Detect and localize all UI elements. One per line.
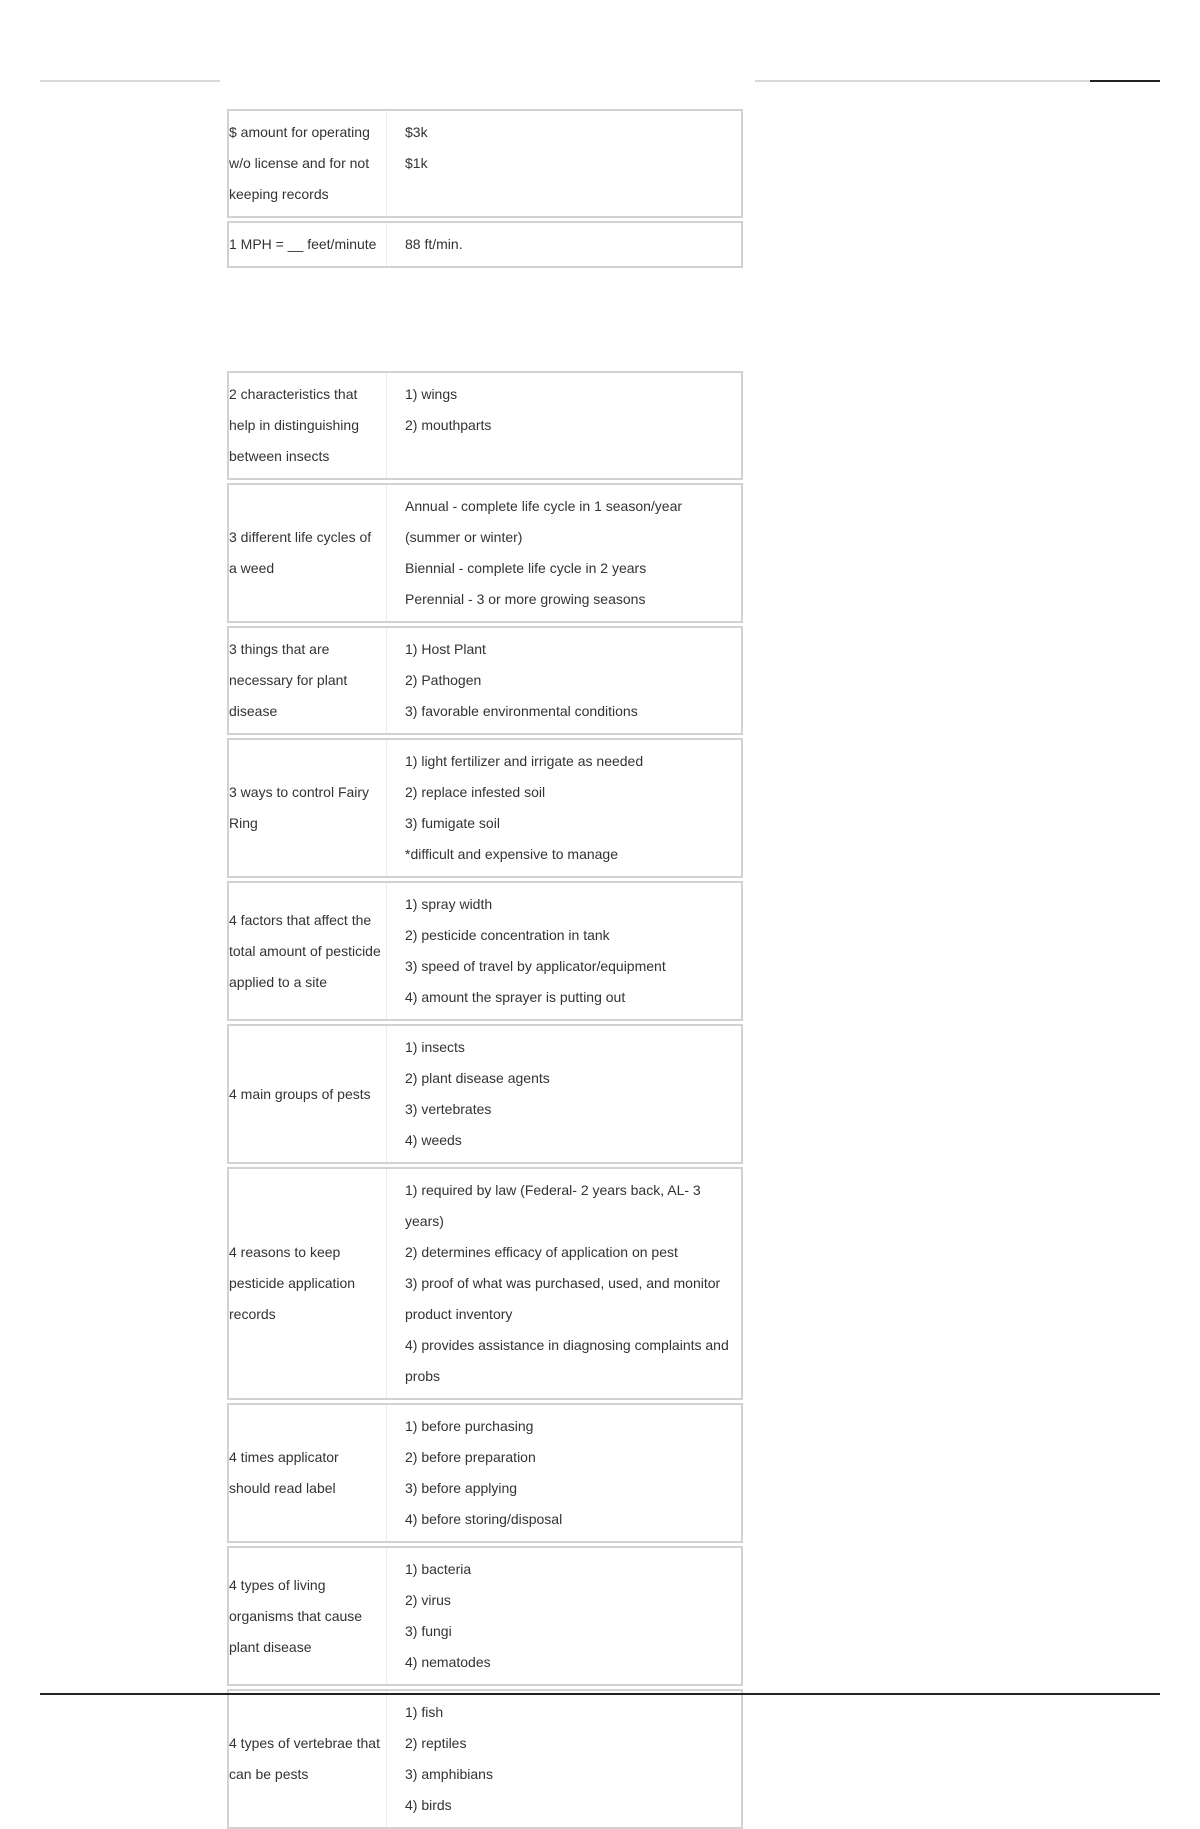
definition-line: 3) fungi bbox=[405, 1623, 452, 1639]
definition-line: 2) pesticide concentration in tank bbox=[405, 927, 610, 943]
flashcard-definition bbox=[387, 1548, 741, 1684]
definition-line: 1) before purchasing bbox=[405, 1418, 534, 1434]
flashcard-definition bbox=[387, 223, 741, 266]
flashcard-row bbox=[227, 1546, 743, 1686]
flashcard-term: $ amount for operating w/o license and for not keeping records bbox=[229, 111, 387, 216]
flashcard-definition bbox=[387, 1026, 741, 1162]
flashcard-definition bbox=[387, 373, 741, 478]
flashcard-term: 4 reasons to keep pesticide application records bbox=[229, 1169, 387, 1398]
flashcard-row bbox=[227, 738, 743, 878]
definition-line: $3k bbox=[405, 124, 428, 140]
definition-line: 2) mouthparts bbox=[405, 417, 492, 433]
definition-line: 3) fumigate soil bbox=[405, 815, 500, 831]
definition-line: 3) before applying bbox=[405, 1480, 518, 1496]
flashcard-row bbox=[227, 109, 743, 218]
definition-line: 4) weeds bbox=[405, 1132, 462, 1148]
definition-line: 2) determines efficacy of application on pest bbox=[405, 1244, 678, 1260]
flashcard-definition bbox=[387, 628, 741, 733]
flashcard-row bbox=[227, 221, 743, 268]
definition-line: 2) Pathogen bbox=[405, 672, 482, 688]
definition-line: 4) before storing/disposal bbox=[405, 1511, 563, 1527]
definition-line: 2) before preparation bbox=[405, 1449, 536, 1465]
definition-line: 1) wings bbox=[405, 386, 458, 402]
flashcard-definition bbox=[387, 883, 741, 1019]
definition-line: 2) replace infested soil bbox=[405, 784, 546, 800]
flashcard-definition bbox=[387, 1405, 741, 1541]
flashcard-definition bbox=[387, 1691, 741, 1827]
flashcard-table-2 bbox=[227, 371, 743, 1829]
header-rule-right bbox=[755, 80, 1090, 82]
flashcard-table-1 bbox=[227, 109, 743, 268]
definition-line: 4) birds bbox=[405, 1797, 452, 1813]
definition-line: 2) reptiles bbox=[405, 1735, 467, 1751]
definition-line: 88 ft/min. bbox=[405, 236, 463, 252]
definition-line: 1) fish bbox=[405, 1704, 444, 1720]
flashcard-definition bbox=[387, 1169, 741, 1398]
definition-line: 1) required by law (Federal- 2 years back, AL- 3 years) bbox=[405, 1182, 701, 1229]
flashcard-row bbox=[227, 371, 743, 480]
definition-line: Perennial - 3 or more growing seasons bbox=[405, 591, 646, 607]
definition-line: 1) insects bbox=[405, 1039, 465, 1055]
flashcard-term: 3 ways to control Fairy Ring bbox=[229, 740, 387, 876]
definition-line: 3) favorable environmental conditions bbox=[405, 703, 638, 719]
definition-line: *difficult and expensive to manage bbox=[405, 846, 618, 862]
flashcard-definition bbox=[387, 740, 741, 876]
flashcard-term: 1 MPH = __ feet/minute bbox=[229, 223, 387, 266]
definition-line: Annual - complete life cycle in 1 season/year (summer or winter) bbox=[405, 498, 683, 545]
definition-line: 3) vertebrates bbox=[405, 1101, 492, 1117]
definition-line: $1k bbox=[405, 155, 428, 171]
flashcard-term: 3 things that are necessary for plant disease bbox=[229, 628, 387, 733]
flashcard-term: 3 different life cycles of a weed bbox=[229, 485, 387, 621]
header-rule-left bbox=[40, 80, 220, 82]
definition-line: 4) provides assistance in diagnosing complaints and probs bbox=[405, 1337, 729, 1384]
flashcard-row bbox=[227, 1024, 743, 1164]
flashcard-term: 4 types of living organisms that cause plant disease bbox=[229, 1548, 387, 1684]
flashcard-row bbox=[227, 881, 743, 1021]
definition-line: 4) nematodes bbox=[405, 1654, 491, 1670]
flashcard-definition bbox=[387, 111, 741, 216]
flashcard-row bbox=[227, 483, 743, 623]
header-rule-accent bbox=[1090, 80, 1160, 82]
definition-line: 1) bacteria bbox=[405, 1561, 472, 1577]
flashcard-row bbox=[227, 626, 743, 735]
flashcard-term: 4 types of vertebrae that can be pests bbox=[229, 1691, 387, 1827]
flashcard-term: 2 characteristics that help in distinguishing between insects bbox=[229, 373, 387, 478]
flashcard-row bbox=[227, 1403, 743, 1543]
definition-line: 1) Host Plant bbox=[405, 641, 486, 657]
definition-line: 3) speed of travel by applicator/equipment bbox=[405, 958, 666, 974]
definition-line: 2) plant disease agents bbox=[405, 1070, 550, 1086]
flashcard-definition bbox=[387, 485, 741, 621]
definition-line: Biennial - complete life cycle in 2 years bbox=[405, 560, 647, 576]
flashcard-term: 4 main groups of pests bbox=[229, 1026, 387, 1162]
definition-line: 3) proof of what was purchased, used, and monitor product inventory bbox=[405, 1275, 721, 1322]
flashcard-row bbox=[227, 1167, 743, 1400]
definition-line: 3) amphibians bbox=[405, 1766, 493, 1782]
definition-line: 4) amount the sprayer is putting out bbox=[405, 989, 626, 1005]
footer-rule bbox=[40, 1693, 1160, 1695]
flashcard-term: 4 times applicator should read label bbox=[229, 1405, 387, 1541]
definition-line: 1) spray width bbox=[405, 896, 493, 912]
flashcard-term: 4 factors that affect the total amount of pesticide applied to a site bbox=[229, 883, 387, 1019]
definition-line: 1) light fertilizer and irrigate as needed bbox=[405, 753, 644, 769]
definition-line: 2) virus bbox=[405, 1592, 451, 1608]
flashcard-row bbox=[227, 1689, 743, 1829]
